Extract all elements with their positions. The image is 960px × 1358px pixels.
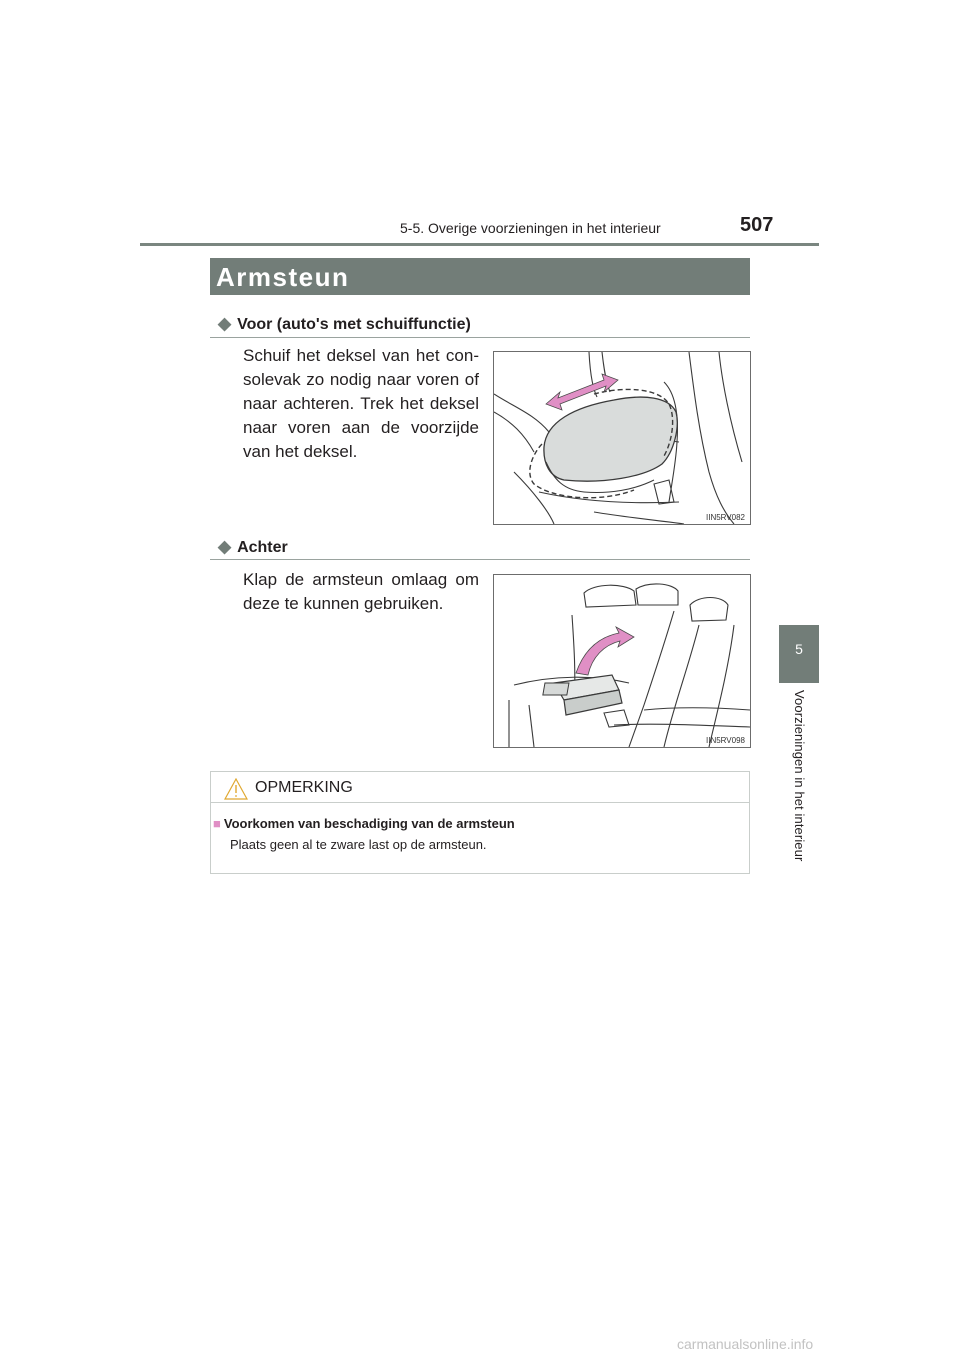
- section-heading-rear: [218, 537, 288, 557]
- page-title: Armsteun: [216, 262, 350, 292]
- rear-armrest-illustration: [494, 575, 750, 747]
- diamond-bullet-icon: ◆: [218, 537, 232, 556]
- section-heading-front: [218, 314, 471, 334]
- header-section-title: 5-5. Overige voorzieningen in het interieur: [400, 220, 661, 236]
- section-heading-rear-text: Achter: [237, 539, 288, 556]
- chapter-tab-number: 5: [795, 641, 803, 657]
- notice-heading: [213, 816, 515, 831]
- figure-label-front: IIN5RV082: [706, 513, 745, 522]
- page-number: 507: [740, 214, 774, 236]
- section-text-rear: Klap de armsteun omlaag om deze te kunnen gebruiken.: [243, 570, 479, 613]
- chapter-side-label: Voorzieningen in het interieur: [792, 690, 807, 862]
- section-rule: [210, 337, 750, 338]
- section-heading-front-text: Voor (auto's met schuiffunctie): [237, 316, 471, 333]
- diamond-bullet-icon: ◆: [218, 314, 232, 333]
- notice-heading-text: Voorkomen van beschadiging van de armsteun: [223, 816, 515, 831]
- figure-label-rear: IIN5RV098: [706, 736, 745, 745]
- front-armrest-illustration: [494, 352, 750, 524]
- notice-body: Plaats geen al te zware last op de armsteun.: [230, 837, 487, 852]
- square-bullet-icon: ■: [213, 816, 221, 831]
- watermark-text: carmanualsonline.info: [677, 1336, 814, 1352]
- figure-front-armrest: [493, 351, 751, 525]
- figure-rear-armrest: [493, 574, 751, 748]
- notice-divider: [211, 802, 749, 803]
- section-rule: [210, 559, 750, 560]
- section-text-front: Schuif het deksel van het con-solevak zo nodig naar voren of naar achteren. Trek het deksel naar voren aan de voorzijde van het deksel.: [243, 346, 479, 461]
- notice-title: OPMERKING: [255, 779, 353, 796]
- header-rule: [140, 243, 819, 246]
- warning-triangle-icon: [224, 778, 248, 800]
